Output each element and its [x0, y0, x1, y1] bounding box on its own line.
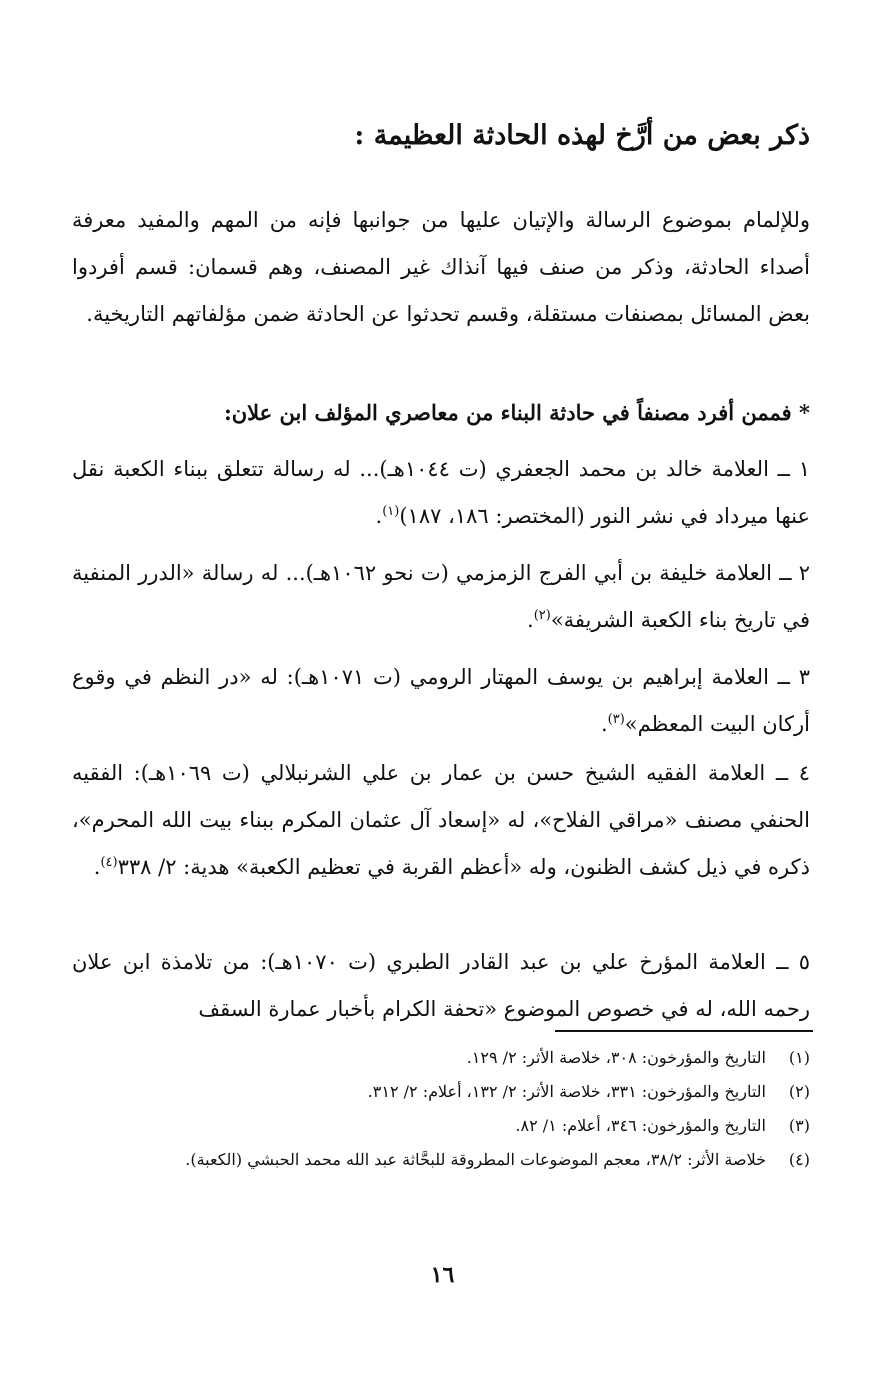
footnote-ref-4[interactable]: (٤)	[100, 855, 118, 870]
entry-4	[72, 750, 810, 891]
entry-3-end: .	[600, 712, 608, 736]
footnote-text: التاريخ والمؤرخون: ٣٠٨، خلاصة الأثر: ٢/ ١٢٩.	[466, 1048, 766, 1067]
footnote-4	[70, 1143, 810, 1177]
entry-1-end: .	[375, 504, 383, 528]
footnote-text: التاريخ والمؤرخون: ٣٣١، خلاصة الأثر: ٢/ ١٣٢، أعلام: ٢/ ٣١٢.	[367, 1082, 766, 1101]
list-intro: * فممن أفرد مصنفاً في حادثة البناء من معاصري المؤلف ابن علان:	[223, 400, 810, 425]
footnote-ref-1[interactable]: (١)	[382, 504, 400, 519]
intro-paragraph: وللإلمام بموضوع الرسالة والإتيان عليها من جوانبها فإنه من المهم والمفيد معرفة أصداء الحادثة، وذكر من صنف فيها آنذاك غير المصنف، وهم قسمان: قسم أفردوا بعض المسائل بمصنفات مستقلة، وقسم تحدثوا عن الحادثة ضمن مؤلفاتهم التاريخية.	[72, 208, 810, 326]
footnote-ref-2[interactable]: (٢)	[533, 608, 551, 623]
footnote-number: (٣)	[788, 1116, 810, 1135]
footnote-2	[70, 1075, 810, 1109]
entry-5	[72, 939, 810, 1033]
entry-1	[72, 446, 810, 540]
footnote-text: خلاصة الأثر: ٣٨/٢، معجم الموضوعات المطروقة للبحَّاثة عبد الله محمد الحبشي (الكعبة).	[185, 1150, 766, 1169]
entry-1-text: ١ ــ العلامة خالد بن محمد الجعفري (ت ١٠٤٤هـ)... له رسالة تتعلق ببناء الكعبة نقل عنها ميرداد في نشر النور (المختصر: ١٨٦، ١٨٧)	[72, 457, 810, 528]
entry-5-text: ٥ ــ العلامة المؤرخ علي بن عبد القادر الطبري (ت ١٠٧٠هـ): من تلامذة ابن علان رحمه الله، له في خصوص الموضوع «تحفة الكرام بأخبار عمارة السقف	[72, 950, 810, 1021]
page-number: ١٦	[430, 1262, 455, 1288]
footnote-1	[70, 1041, 810, 1075]
footnote-divider	[555, 1030, 813, 1032]
footnote-ref-3[interactable]: (٣)	[607, 712, 625, 727]
footnote-number: (٤)	[788, 1150, 810, 1169]
entry-3	[72, 654, 810, 748]
section-heading: ذكر بعض من أرَّخ لهذه الحادثة العظيمة :	[354, 120, 810, 151]
footnotes	[70, 1041, 810, 1177]
footnote-3	[70, 1109, 810, 1143]
entry-4-end: .	[93, 855, 101, 879]
footnote-text: التاريخ والمؤرخون: ٣٤٦، أعلام: ١/ ٨٢.	[515, 1116, 766, 1135]
entry-4-text: ٤ ــ العلامة الفقيه الشيخ حسن بن عمار بن علي الشرنبلالي (ت ١٠٦٩هـ): الفقيه الحنفي مصنف «مراقي الفلاح»، له «إسعاد آل عثمان المكرم ببناء بيت الله المحرم»، ذكره في ذيل كشف الظنون، وله «أعظم القربة في تعظيم الكعبة» هدية: ٢/ ٣٣٨	[72, 761, 811, 879]
entry-2	[72, 550, 810, 644]
entry-3-text: ٣ ــ العلامة إبراهيم بن يوسف المهتار الرومي (ت ١٠٧١هـ): له «در النظم في وقوع أركان البيت المعظم»	[72, 665, 810, 736]
footnote-number: (١)	[788, 1048, 810, 1067]
entry-2-text: ٢ ــ العلامة خليفة بن أبي الفرج الزمزمي (ت نحو ١٠٦٢هـ)... له رسالة «الدرر المنفية في تاريخ بناء الكعبة الشريفة»	[72, 561, 810, 632]
footnote-number: (٢)	[788, 1082, 810, 1101]
entry-2-end: .	[527, 608, 534, 632]
